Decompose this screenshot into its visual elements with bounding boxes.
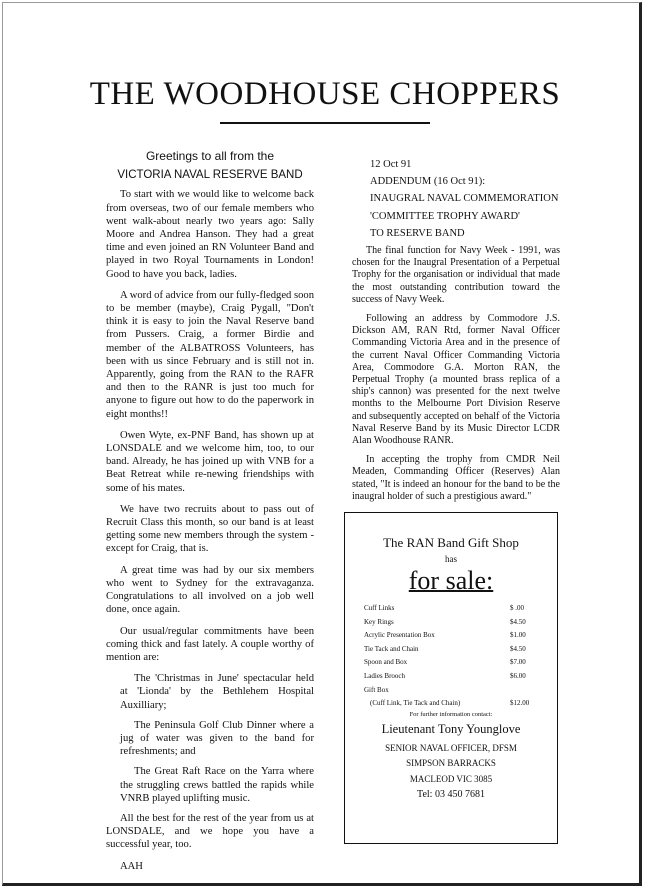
addendum-column	[352, 159, 560, 510]
addendum-heading: TO RESERVE BAND	[370, 227, 465, 239]
paragraph: Owen Wyte, ex-PNF Band, has shown up at LONSDALE and we welcome him, too, to our band. Already, he has joined up with VNB for a Beat Retreat while re-newing friendships with some of his mates.	[106, 429, 314, 494]
addendum-heading: INAUGRAL NAVAL COMMEMORATION	[370, 193, 559, 205]
item-price: $ .00	[510, 604, 524, 612]
gift-shop-has: has	[445, 554, 457, 564]
gift-shop-box	[344, 512, 558, 844]
item-price	[510, 684, 538, 698]
item-price: $4.50	[510, 644, 526, 653]
gift-shop-title: The RAN Band Gift Shop	[383, 535, 519, 550]
addendum-date: 12 Oct 91	[370, 159, 412, 170]
paragraph: The final function for Navy Week - 1991, was chosen for the Inaugral Presentation of a Perpetual Trophy for the organisation or individual that made the most outstanding contribution toward the success of Navy Week.	[352, 245, 560, 305]
paragraph: In accepting the trophy from CMDR Neil Meaden, Commanding Officer (Reserves) Alan stated, "It is indeed an honour for the band to be the inaugral holder of such a prestigious award."	[352, 454, 560, 502]
item-name: Tie Tack and Chain	[364, 644, 419, 653]
commitment-item: The Great Raft Race on the Yarra where the struggling crews battled the rapids while VNRB played uplifting music.	[120, 766, 314, 804]
contact-phone: Tel: 03 450 7681	[417, 789, 485, 801]
contact-title: SENIOR NAVAL OFFICER, DFSM	[385, 742, 517, 753]
contact-address: SIMPSON BARRACKS	[406, 758, 496, 769]
item-name: Cuff Links	[364, 604, 395, 612]
price-row	[364, 684, 538, 698]
item-name: Gift Box	[364, 685, 389, 694]
further-info: For further information contact:	[409, 710, 493, 718]
item-name: Spoon and Box	[364, 658, 408, 667]
price-row	[364, 670, 538, 684]
for-sale-heading: for sale:	[408, 566, 494, 595]
contact-name: Lieutenant Tony Younglove	[381, 721, 521, 736]
price-row	[364, 629, 538, 643]
addendum-heading: 'COMMITTEE TROPHY AWARD'	[370, 210, 520, 222]
contact-address: MACLEOD VIC 3085	[409, 773, 493, 784]
item-price: $12.00	[510, 699, 530, 708]
price-row	[364, 602, 538, 616]
commitment-item: The Peninsula Golf Club Dinner where a jug of water was given to the band for refreshments; and	[120, 719, 314, 758]
band-news-column	[106, 150, 314, 881]
title-rule	[220, 122, 430, 124]
commitment-item: The 'Christmas in June' spectacular held at 'Lionda' by the Bethlehem Hospital Auxilliary;	[120, 673, 314, 711]
paragraph: Our usual/regular commitments have been coming thick and fast lately. A couple worthy of mention are:	[106, 625, 314, 663]
item-price: $7.00	[510, 658, 526, 667]
price-row	[364, 697, 538, 711]
paragraph: A word of advice from our fully-fledged soon to be member (maybe), Craig Pygall, "Don't think it is easy to join the Naval Reserve band from Pussers. Craig, a former Birdie and member of the ALBATROSS Volunteers, has been with us since February and is still not in. Apparently, going from the RAN to the RAFR and then to the RANR is just too much for anyone to figure out how to do the paperwork in eight months!!	[106, 289, 314, 420]
greeting-line-2: VICTORIA NAVAL RESERVE BAND	[117, 169, 303, 182]
closing-paragraph: All the best for the rest of the year from us at LONSDALE, and we hope you have a successful year, too.	[106, 812, 314, 851]
item-name: (Cuff Link, Tie Tack and Chain)	[370, 699, 461, 708]
price-row	[364, 616, 538, 630]
paragraph: To start with we would like to welcome back from overseas, two of our female members who went walk-about nearly two years ago: Sally Moore and Andrea Hanson. They had a great time and even joined an RN Volunteer Band and played in two Royal Tournaments in London! Good to have you back, ladies.	[106, 189, 314, 280]
price-row	[364, 643, 538, 657]
item-price: $1.00	[510, 631, 526, 640]
paragraph: A great time was had by our six members who went to Sydney for the extravaganza. Congratulations to all involved on a job well done, once again.	[106, 564, 314, 616]
price-list	[364, 602, 538, 711]
item-price: $6.00	[510, 671, 526, 680]
item-name: Key Rings	[364, 617, 394, 626]
paragraph: Following an address by Commodore J.S. Dickson AM, RAN Rtd, former Naval Officer Commanding Victoria Area and in the presence of the current Naval Officer Commanding Victoria Area, Commodore G.A. Morton RAN, the Perpetual Trophy (a mounted brass replica of a ship's cannon) was presented for the next twelve months to the Melbourne Port Division Reserve and subsequently accepted on behalf of the Victoria Naval Reserve Band by its Music Director LCDR Alan Woodhouse RANR.	[352, 313, 560, 447]
item-name: Ladies Brooch	[364, 671, 406, 680]
addendum-heading: ADDENDUM (16 Oct 91):	[370, 176, 486, 188]
paragraph: We have two recruits about to pass out of Recruit Class this month, so our band is at least getting some new members through the system - except for Craig, that is.	[106, 503, 314, 555]
signature: AAH	[120, 860, 143, 872]
price-row	[364, 656, 538, 670]
item-name: Acrylic Presentation Box	[364, 631, 435, 640]
greeting-line-1: Greetings to all from the	[145, 149, 275, 163]
item-price: $4.50	[510, 617, 526, 626]
page-title: THE WOODHOUSE CHOPPERS	[89, 76, 561, 112]
